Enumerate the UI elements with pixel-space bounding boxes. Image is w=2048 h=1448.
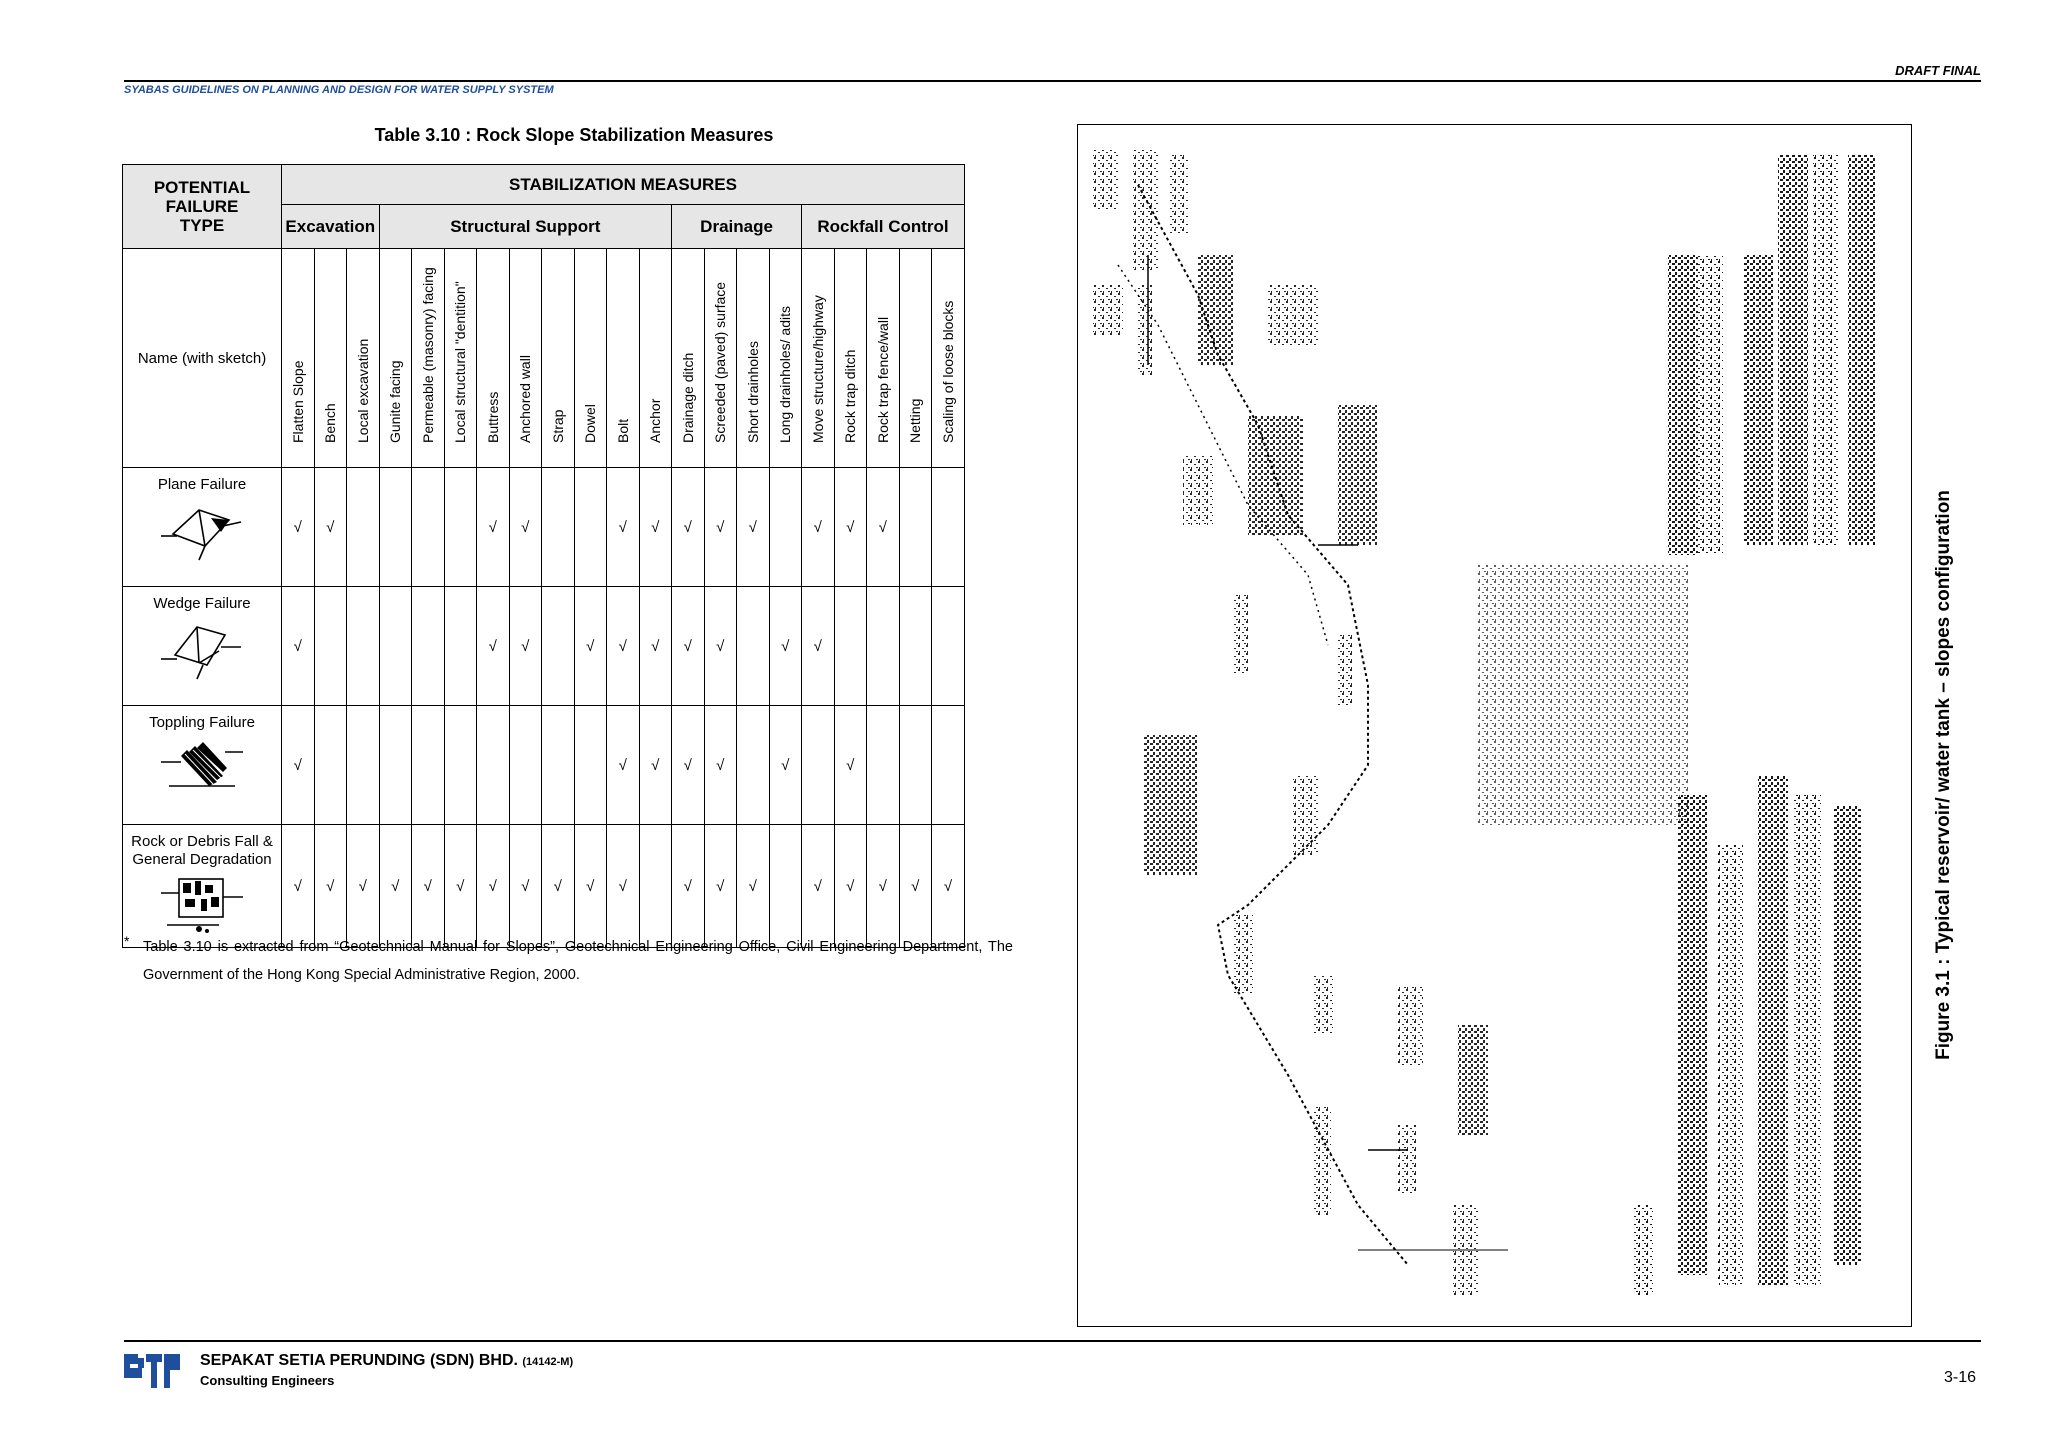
check-mark: √ [748,877,757,895]
measure-label: Anchored wall [517,355,534,443]
measure-label: Rock trap ditch [842,349,859,443]
measure-cell [477,706,510,825]
failure-type-cell [123,706,282,825]
measure-cell [412,468,445,587]
measure-cell [932,587,965,706]
measure-label: Scaling of loose blocks [940,300,957,443]
check-mark: √ [293,637,302,655]
check-mark: √ [456,877,465,895]
failure-type-label: Wedge Failure [153,595,251,612]
check-mark: √ [618,756,627,774]
measure-cell [639,587,672,706]
check-mark: √ [326,518,335,536]
table-row [123,587,965,706]
measure-cell [737,825,770,948]
check-mark: √ [488,518,497,536]
measure-cell [282,706,315,825]
measure-label: Permeable (masonry) facing [419,267,436,443]
check-mark: √ [846,756,855,774]
measure-label: Long drainholes/ adits [777,306,794,443]
measure-cell [314,706,347,825]
check-mark: √ [846,518,855,536]
check-mark: √ [391,877,400,895]
measure-cell [542,706,575,825]
measure-cell [899,587,932,706]
measure-cell [379,468,412,587]
footer-rule [124,1340,1981,1342]
measure-header [542,249,575,468]
group-drainage: Drainage [672,205,802,249]
measure-cell [314,825,347,948]
check-mark: √ [293,756,302,774]
measure-label: Flatten Slope [289,360,306,443]
table-row [123,706,965,825]
company-name: SEPAKAT SETIA PERUNDING (SDN) BHD. (14142-M) [200,1352,574,1369]
stabilization-measures-header: STABILIZATION MEASURES [282,165,965,205]
check-mark: √ [553,877,562,895]
measure-cell [704,706,737,825]
failure-type-label: Plane Failure [157,476,247,493]
measure-cell [282,825,315,948]
measure-label: Buttress [484,391,501,443]
check-mark: √ [716,518,725,536]
check-mark: √ [651,637,660,655]
measure-header [932,249,965,468]
measure-label: Local structural "dentition" [452,281,469,443]
check-mark: √ [846,877,855,895]
slope-drawing-image [1077,124,1912,1327]
measure-cell [867,468,900,587]
check-mark: √ [521,518,530,536]
measure-cell [477,587,510,706]
measure-label: Strap [549,409,566,443]
check-mark: √ [651,756,660,774]
measure-cell [574,587,607,706]
measure-cell [412,706,445,825]
measure-cell [834,587,867,706]
measure-header [607,249,640,468]
measure-label: Move structure/highway [809,295,826,443]
check-mark: √ [521,637,530,655]
company-logo-icon [124,1352,182,1395]
table-footnote: Table 3.10 is extracted from “Geotechnical Manual for Slopes”, Geotechnical Engineering Office, Civil Engineering Department, The Government of the Hong Kong Special Administrative Region, 2000. [143,939,1013,983]
measure-header [509,249,542,468]
measure-header [444,249,477,468]
measure-cell [444,706,477,825]
measure-header [477,249,510,468]
measure-header [802,249,835,468]
measure-cell [379,825,412,948]
measure-cell [444,468,477,587]
check-mark: √ [683,637,692,655]
drawing-svg [1078,125,1912,1327]
measure-cell [704,468,737,587]
measure-cell [412,587,445,706]
check-mark: √ [293,518,302,536]
header-rule [124,80,1981,82]
measure-cell [607,587,640,706]
measure-cell [379,706,412,825]
failure-type-label: Toppling Failure [149,714,255,731]
measure-cell [477,825,510,948]
measure-header [314,249,347,468]
measure-cell [899,825,932,948]
check-mark: √ [488,877,497,895]
measure-cell [282,587,315,706]
wedge-failure-sketch-icon [159,619,245,681]
measure-cell [347,706,380,825]
stabilization-table [122,164,965,948]
table-title: Table 3.10 : Rock Slope Stabilization Measures [374,125,774,145]
measure-cell [769,468,802,587]
document-series-title: SYABAS GUIDELINES ON PLANNING AND DESIGN FOR WATER SUPPLY SYSTEM [124,84,554,96]
measure-cell [802,468,835,587]
check-mark: √ [683,756,692,774]
potential-failure-type-header: POTENTIAL FAILURE TYPE [123,165,282,249]
measure-cell [639,706,672,825]
group-structural-support: Structural Support [379,205,672,249]
measure-cell [834,706,867,825]
measure-label: Bolt [614,418,631,443]
measure-cell [834,468,867,587]
measure-cell [769,825,802,948]
check-mark: √ [716,877,725,895]
measure-header [672,249,705,468]
plane-failure-sketch-icon [159,500,245,562]
measure-header [867,249,900,468]
measure-cell [834,825,867,948]
failure-type-cell [123,587,282,706]
measure-cell [314,587,347,706]
check-mark: √ [618,877,627,895]
measure-header [769,249,802,468]
check-mark: √ [326,877,335,895]
measure-cell [802,825,835,948]
measure-cell [639,468,672,587]
check-mark: √ [716,756,725,774]
measure-cell [444,587,477,706]
measure-cell [737,468,770,587]
name-with-sketch-label: Name (with sketch) [123,249,282,468]
measure-cell [932,468,965,587]
check-mark: √ [618,518,627,536]
check-mark: √ [911,877,920,895]
check-mark: √ [748,518,757,536]
check-mark: √ [586,637,595,655]
measure-header [737,249,770,468]
measure-label: Local excavation [354,338,371,443]
measure-cell [574,825,607,948]
measure-cell [574,706,607,825]
check-mark: √ [683,877,692,895]
measure-cell [802,706,835,825]
measure-cell [672,706,705,825]
failure-type-cell [123,825,282,948]
failure-type-label: Rock or Debris Fall & General Degradation [131,833,273,868]
measure-label: Screeded (paved) surface [712,281,729,443]
company-subtitle: Consulting Engineers [200,1373,335,1388]
measure-cell [542,825,575,948]
measure-cell [704,587,737,706]
measure-cell [769,706,802,825]
measure-cell [379,587,412,706]
measure-cell [932,825,965,948]
measure-label: Short drainholes [744,341,761,443]
draft-final-label: DRAFT FINAL [1895,63,1981,78]
company-registration: (14142-M) [522,1356,574,1368]
check-mark: √ [521,877,530,895]
measure-cell [542,587,575,706]
check-mark: √ [358,877,367,895]
measure-header [704,249,737,468]
check-mark: √ [586,877,595,895]
table-row [123,468,965,587]
check-mark: √ [781,637,790,655]
check-mark: √ [618,637,627,655]
measure-cell [509,706,542,825]
check-mark: √ [423,877,432,895]
check-mark: √ [716,637,725,655]
measure-header [899,249,932,468]
measure-cell [509,468,542,587]
measure-cell [932,706,965,825]
check-mark: √ [813,637,822,655]
measure-cell [672,468,705,587]
rockfall-sketch-icon [159,875,245,937]
toppling-failure-sketch-icon [159,738,245,800]
measure-header [379,249,412,468]
check-mark: √ [683,518,692,536]
measure-header [282,249,315,468]
measure-label: Bench [322,403,339,443]
measure-cell [607,706,640,825]
measure-cell [574,468,607,587]
measure-cell [672,587,705,706]
measure-cell [509,825,542,948]
measure-cell [899,468,932,587]
measure-cell [802,587,835,706]
check-mark: √ [878,877,887,895]
check-mark: √ [813,877,822,895]
measure-cell [282,468,315,587]
page-number: 3-16 [1943,1369,1976,1386]
measure-cell [347,825,380,948]
measure-header [347,249,380,468]
table-row [123,825,965,948]
measure-cell [509,587,542,706]
measure-cell [867,825,900,948]
footnote-mark: * [124,933,130,949]
measure-label: Drainage ditch [679,352,696,443]
check-mark: √ [878,518,887,536]
measure-label: Anchor [647,398,664,443]
measure-cell [347,587,380,706]
measure-label: Dowel [582,404,599,443]
measure-header [834,249,867,468]
check-mark: √ [813,518,822,536]
group-rockfall-control: Rockfall Control [802,205,965,249]
measure-cell [542,468,575,587]
measure-label: Rock trap fence/wall [874,316,891,443]
measure-cell [704,825,737,948]
measure-header [574,249,607,468]
measure-label: Netting [907,398,924,443]
measure-cell [314,468,347,587]
check-mark: √ [781,756,790,774]
measure-cell [737,706,770,825]
measure-cell [737,587,770,706]
measure-header [412,249,445,468]
measure-cell [607,468,640,587]
check-mark: √ [293,877,302,895]
measure-header [639,249,672,468]
measure-cell [867,706,900,825]
failure-type-cell [123,468,282,587]
measure-cell [412,825,445,948]
measure-cell [347,468,380,587]
measure-cell [672,825,705,948]
check-mark: √ [651,518,660,536]
measure-cell [444,825,477,948]
check-mark: √ [943,877,953,895]
measure-cell [769,587,802,706]
check-mark: √ [488,637,497,655]
measure-cell [899,706,932,825]
measure-cell [607,825,640,948]
group-excavation: Excavation [282,205,380,249]
measure-cell [477,468,510,587]
measure-cell [639,825,672,948]
measure-cell [867,587,900,706]
measure-label: Gunite facing [387,360,404,443]
